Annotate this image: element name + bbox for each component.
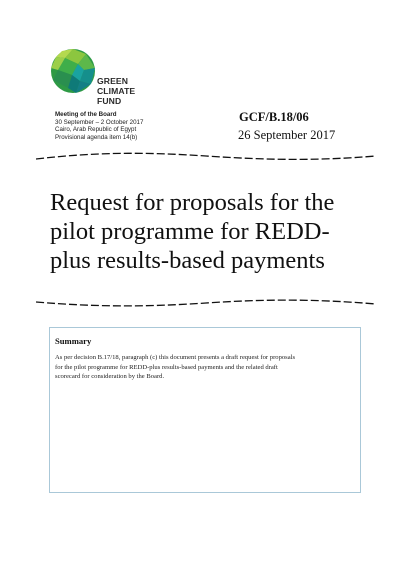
summary-box (49, 327, 361, 493)
agenda-item: Provisional agenda item 14(b) (55, 133, 138, 141)
summary-text (55, 353, 357, 382)
document-code: GCF/B.18/06 (239, 110, 309, 124)
summary-line-3: scorecard for consideration by the Board. (55, 373, 165, 381)
logo-line-3: FUND (97, 96, 122, 106)
document-title (50, 188, 370, 275)
wave-divider-bottom (36, 296, 376, 310)
title-line-1: Request for proposals for the (50, 189, 335, 216)
meeting-location: Cairo, Arab Republic of Egypt (55, 126, 137, 134)
title-line-2: pilot programme for REDD- (50, 218, 330, 245)
logo-wordmark (97, 76, 135, 106)
globe-icon (50, 48, 96, 94)
title-line-3: plus results-based payments (50, 247, 325, 274)
summary-heading: Summary (55, 336, 92, 346)
summary-line-1: As per decision B.17/18, paragraph (c) this document presents a draft request for proposals (55, 354, 296, 361)
gcf-logo (50, 48, 150, 110)
meeting-title: Meeting of the Board (55, 111, 117, 118)
meeting-dates: 30 September – 2 October 2017 (55, 118, 144, 126)
meeting-info (55, 111, 143, 141)
logo-line-2: CLIMATE (97, 86, 136, 96)
logo-line-1: GREEN (97, 76, 129, 86)
summary-line-2: for the pilot programme for REDD-plus results-based payments and the related draft (55, 363, 278, 371)
wave-divider-top (36, 150, 376, 164)
document-date: 26 September 2017 (238, 128, 336, 142)
